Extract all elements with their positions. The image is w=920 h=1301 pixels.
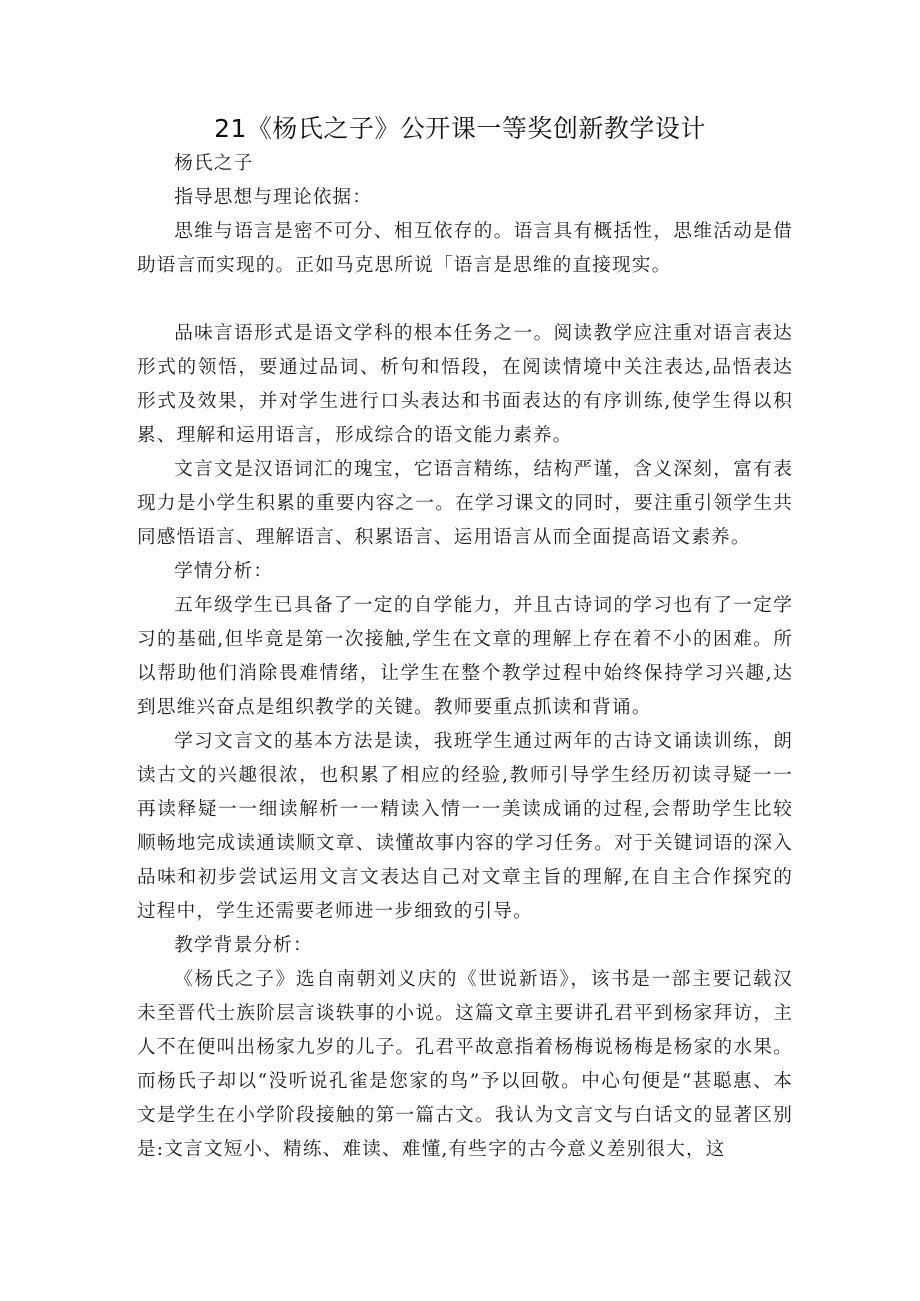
section-heading-guiding-ideas: 指导思想与理论依据： xyxy=(174,187,373,208)
document-body xyxy=(137,147,793,1167)
paragraph: 文言文是汉语词汇的瑰宝，它语言精练，结构严谨，含义深刻，富有表现力是小学生积累的重要内容之一。在学习课文的同时，要注重引领学生共同感悟语言、理解语言、积累语言、运用语言从而全面提高语文素养。 xyxy=(137,459,793,548)
paragraph: 品味言语形式是语文学科的根本任务之一。阅读教学应注重对语言表达形式的领悟，要通过品词、析句和悟段，在阅读情境中关注表达,品悟表达形式及效果，并对学生进行口头表达和书面表达的有序训练,使学生得以积累、理解和运用语言，形成综合的语文能力素养。 xyxy=(137,323,793,446)
paragraph: 《杨氏之子》选自南朝刘义庆的《世说新语》，该书是一部主要记载汉未至晋代士族阶层言谈轶事的小说。这篇文章主要讲孔君平到杨家拜访，主人不在便叫出杨家九岁的儿子。孔君平故意指着杨梅说杨梅是杨家的水果。而杨氏子却以“没听说孔雀是您家的鸟”予以回敬。中心句便是“甚聪惠、本文是学生在小学阶段接触的第一篇古文。我认为文言文与白话文的显著区别是:文言文短小、精练、难读、难懂,有些字的古今意义差别很大，这 xyxy=(137,969,793,1160)
paragraph: 学习文言文的基本方法是读，我班学生通过两年的古诗文诵读训练，朗读古文的兴趣很浓，也积累了相应的经验,教师引导学生经历初读寻疑一一再读释疑一一细读解析一一精读入情一一美读成诵的过程,会帮助学生比较顺畅地完成读通读顺文章、读懂故事内容的学习任务。对于关键词语的深入品味和初步尝试运用文言文表达自己对文章主旨的理解,在自主合作探究的过程中，学生还需要老师进一步细致的引导。 xyxy=(137,731,793,922)
paragraph: 思维与语言是密不可分、相互依存的。语言具有概括性，思维活动是借助语言而实现的。正如马克思所说「语言是思维的直接现实。 xyxy=(137,221,793,276)
section-heading-student-analysis: 学情分析： xyxy=(174,561,274,582)
section-heading-teaching-background: 教学背景分析： xyxy=(174,935,313,956)
document-title: 21《杨氏之子》公开课一等奖创新教学设计 xyxy=(214,114,706,143)
subtitle: 杨氏之子 xyxy=(174,153,254,174)
paragraph: 五年级学生已具备了一定的自学能力，并且古诗词的学习也有了一定学习的基础,但毕竟是第一次接触,学生在文章的理解上存在着不小的困难。所以帮助他们消除畏难情绪，让学生在整个教学过程中始终保持学习兴趣,达到思维兴奋点是组织教学的关键。教师要重点抓读和背诵。 xyxy=(137,595,793,718)
